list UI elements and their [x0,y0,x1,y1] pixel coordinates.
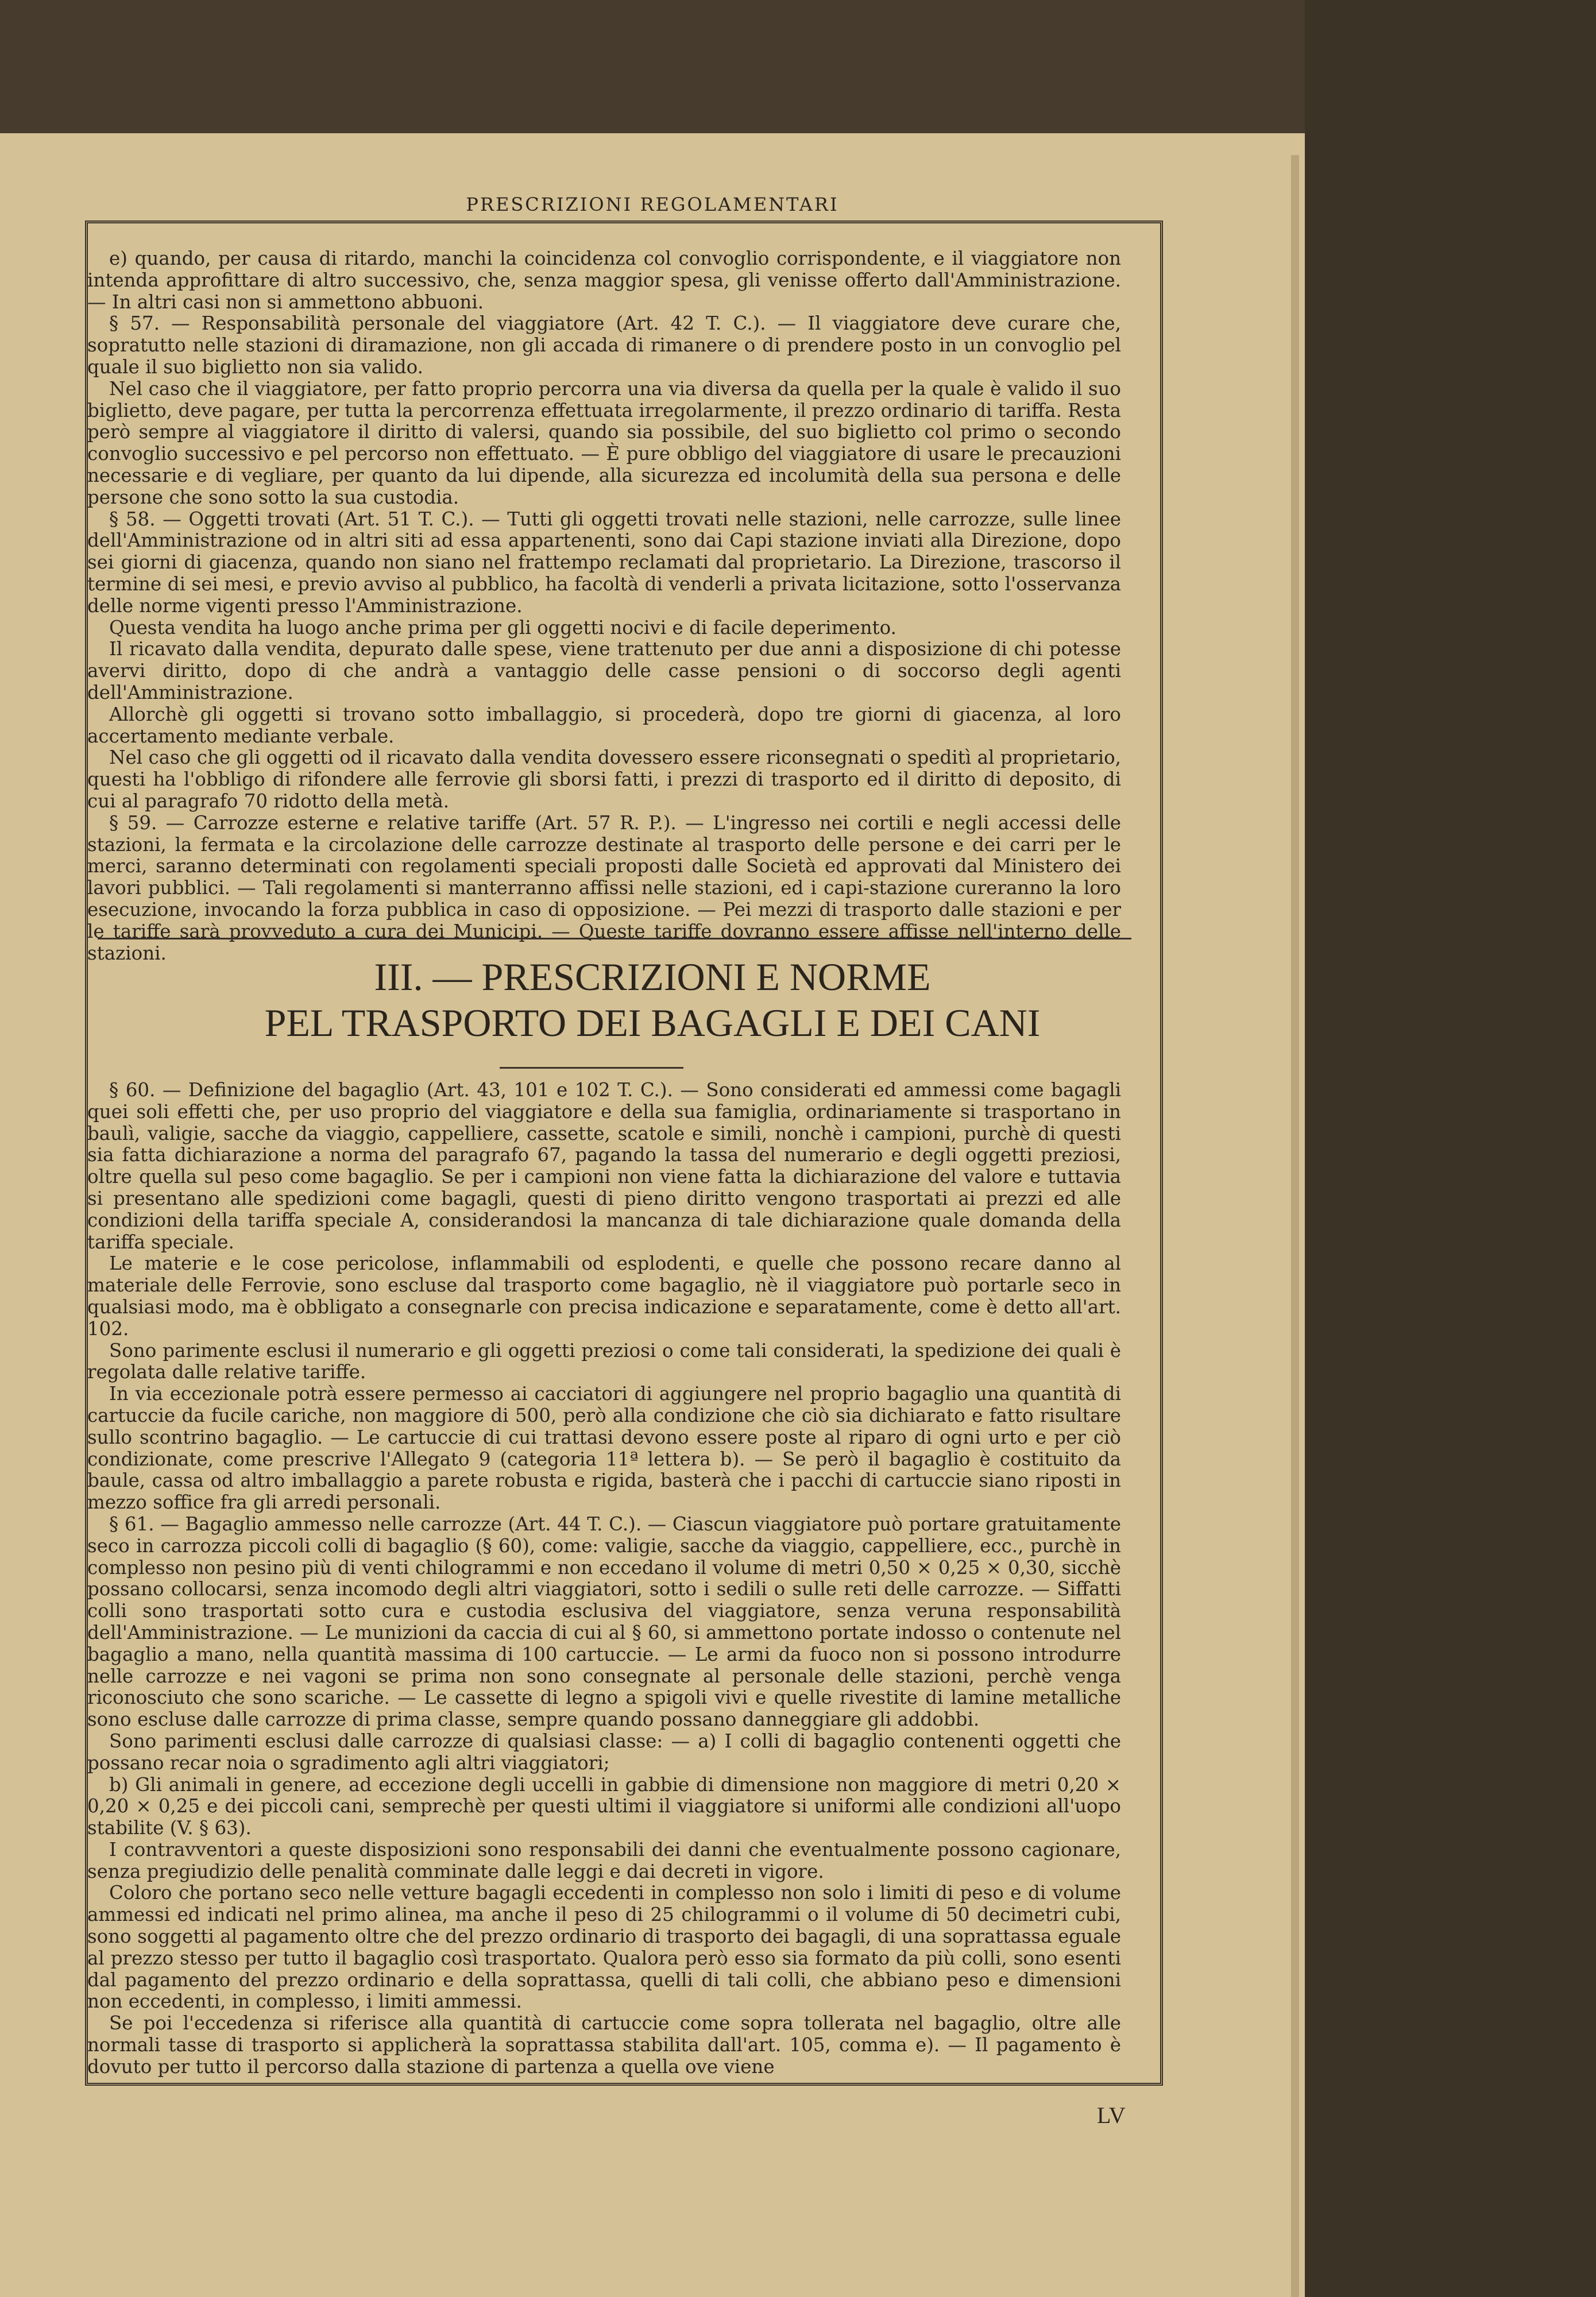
paragraph: Il ricavato dalla vendita, depurato dalle spese, viene trattenuto per due anni a disposizione di chi potesse avervi diritto, dopo di che andrà a vantaggio delle casse pensioni o di soccorso degli agenti dell'Amministrazione. [87,638,1121,703]
scan-background-top [0,0,1305,133]
running-header: PRESCRIZIONI REGOLAMENTARI [466,194,839,215]
paragraph: b) Gli animali in genere, ad eccezione degli uccelli in gabbie di dimensione non maggiore di metri 0,20 × 0,20 × 0,25 e dei piccoli cani, semprechè per questi ultimi il viaggiatore si uniformi alle condizioni all'uopo stabilite (V. § 63). [87,1773,1121,1839]
paragraph: Sono parimente esclusi il numerario e gli oggetti preziosi o come tali considerati, la spedizione dei quali è regolata dalle relative tariffe. [87,1339,1121,1383]
section-2-text [87,1080,1121,2078]
paragraph: Sono parimenti esclusi dalle carrozze di qualsiasi classe: — a) I colli di bagaglio contenenti oggetti che possano recar noia o sgradimento agli altri viaggiatori; [87,1730,1121,1774]
paragraph: Le materie e le cose pericolose, inflammabili od esplodenti, e quelle che possono recare danno al materiale delle Ferrovie, sono escluse dal trasporto come bagaglio, nè il viaggiatore può portarle seco in qualsiasi modo, ma è obbligato a consegnarle con precisa indicazione e separatamente, come è detto all'art. 102. [87,1252,1121,1340]
paragraph: Allorchè gli oggetti si trovano sotto imballaggio, si procederà, dopo tre giorni di giacenza, al loro accertamento mediante verbale. [87,703,1121,747]
title-underline [500,1067,683,1069]
paper-fold-edge [1291,155,1299,2297]
paragraph-58: § 58. — Oggetti trovati (Art. 51 T. C.). — Tutti gli oggetti trovati nelle stazioni, nelle carrozze, sulle linee dell'Amministrazione od in altri siti ad essa appartenenti, sono dai Capi stazione inviati alla Direzione, dopo sei giorni di giacenza, quando non siano nel frattempo reclamati dal proprietario. La Direzione, trascorso il termine di sei mesi, e previo avviso al pubblico, ha facoltà di venderli a privata licitazione, sotto l'osservanza delle norme vigenti presso l'Amministrazione. [87,508,1121,617]
paragraph-61: § 61. — Bagaglio ammesso nelle carrozze (Art. 44 T. C.). — Ciascun viaggiatore può portare gratuitamente seco in carrozza piccoli colli di bagaglio (§ 60), come: valigie, sacche da viaggio, cappelliere, ecc., purchè in complesso non pesino più di venti chilogrammi e non eccedano il volume di metri 0,50 × 0,25 × 0,30, sicchè possano collocarsi, senza incomodo degli altri viaggiatori, sotto i sedili o sulle reti delle carrozze. — Siffatti colli sono trasportati sotto cura e custodia esclusiva del viaggiatore, senza veruna responsabilità dell'Amministrazione. — Le munizioni da caccia di cui al § 60, si ammettono portate indosso o contenute nel bagaglio a mano, nella quantità massima di 100 cartuccie. — Le armi da fuoco non si possono introdurre nelle carrozze e nei vagoni se prima non sono consegnate al personale delle stazioni, perchè venga riconosciuto che sono scariche. — Le cassette di legno a spigoli vivi e quelle rivestite di lamine metalliche sono escluse dalle carrozze di prima classe, sempre quando possano danneggiare gli addobbi. [87,1513,1121,1731]
paragraph: Nel caso che il viaggiatore, per fatto proprio percorra una via diversa da quella per la quale è valido il suo biglietto, deve pagare, per tutta la percorrenza effettuata irregolarmente, il prezzo ordinario di tariffa. Resta però sempre al viaggiatore il diritto di valersi, quando sia possibile, del suo biglietto col primo o secondo convoglio successivo e pel percorso non effettuato. — È pure obbligo del viaggiatore di usare le precauzioni necessarie e di vegliare, per quanto da lui dipende, alla sicurezza ed incolumità della sua persona e delle persone che sono sotto la sua custodia. [87,377,1121,508]
paragraph-59: § 59. — Carrozze esterne e relative tariffe (Art. 57 R. P.). — L'ingresso nei cortili e negli accessi delle stazioni, la fermata e la circolazione delle carrozze destinate al trasporto delle persone e dei carri per le merci, saranno determinati con regolamenti speciali proposti dalle Società ed approvati dal Ministero dei lavori pubblici. — Tali regolamenti si manterranno affissi nelle stazioni, ed i capi-stazione cureranno la loro esecuzione, invocando la forza pubblica in caso di opposizione. — Pei mezzi di trasporto dalle stazioni e per le tariffe sarà provveduto a cura dei Municipi. — Queste tariffe dovranno essere affisse nell'interno delle stazioni. [87,811,1121,964]
paragraph: Se poi l'eccedenza si riferisce alla quantità di cartuccie come sopra tollerata nel bagaglio, oltre alle normali tasse di trasporto si applicherà la soprattassa stabilita dall'art. 105, comma e). — Il pagamento è dovuto per tutto il percorso dalla stazione di partenza a quella ove viene [87,2012,1121,2078]
paragraph: I contravventori a queste disposizioni sono responsabili dei danni che eventualmente possono cagionare, senza pregiudizio delle penalità comminate dalle leggi e dai decreti in vigore. [87,1838,1121,1882]
chapter-title-line-2: PEL TRASPORTO DEI BAGAGLI E DEI CANI [264,1001,1041,1045]
paragraph: In via eccezionale potrà essere permesso ai cacciatori di aggiungere nel proprio bagaglio una quantità di cartuccie da fucile cariche, non maggiore di 500, però alla condizione che ciò sia dichiarato e fatto risultare sullo scontrino bagaglio. — Le cartuccie di cui trattasi devono essere poste al riparo di ogni urto e per ciò condizionate, come prescrive l'Allegato 9 (categoria 11ª lettera b). — Se però il bagaglio è costituito da baule, cassa od altro imballaggio a parete robusta e rigida, basterà che i pacchi di cartuccie siano riposti in mezzo soffice fra gli arredi personali. [87,1383,1121,1514]
scan-background-right [1305,0,1596,2297]
paragraph: e) quando, per causa di ritardo, manchi la coincidenza col convoglio corrispondente, e il viaggiatore non intenda approfittare di altro successivo, che, senza maggior spesa, gli venisse offerto dall'Amministrazione. — In altri casi non si ammettono abbuoni. [87,248,1121,313]
paragraph: Nel caso che gli oggetti od il ricavato dalla vendita dovessero essere riconsegnati o speditì al proprietario, questi ha l'obbligo di rifondere alle ferrovie gli sborsi fatti, i prezzi di trasporto ed il diritto di deposito, di cui al paragrafo 70 ridotto della metà. [87,747,1121,812]
section-1-text [87,248,1121,964]
section-divider [98,938,1131,939]
page-number: LV [1097,2102,1126,2128]
paragraph-60: § 60. — Definizione del bagaglio (Art. 43, 101 e 102 T. C.). — Sono considerati ed ammessi come bagagli quei soli effetti che, per uso proprio del viaggiatore e della sua famiglia, ordinariamente si trasportano in baulì, valigie, sacche da viaggio, cappelliere, cassette, scatole e simili, nonchè i campioni, purchè di questi sia fatta dichiarazione a norma del paragrafo 67, pagando la tassa del numerario e degli oggetti preziosi, oltre quella sul peso come bagaglio. Se per i campioni non viene fatta la dichiarazione del valore e tuttavia si presentano alle spedizioni come bagagli, questi di pieno diritto vengono trasportati ai prezzi ed alle condizioni della tariffa speciale A, considerandosi la mancanza di tale dichiarazione quale domanda della tariffa speciale. [87,1079,1121,1253]
paragraph: Questa vendita ha luogo anche prima per gli oggetti nocivi e di facile deperimento. [109,616,896,639]
paragraph-57: § 57. — Responsabilità personale del viaggiatore (Art. 42 T. C.). — Il viaggiatore deve curare che, sopratutto nelle stazioni di diramazione, non gli accada di rimanere o di prendere posto in un convoglio pel quale il suo biglietto non sia valido. [87,312,1121,378]
paragraph: Coloro che portano seco nelle vetture bagagli eccedenti in complesso non solo i limiti di peso e di volume ammessi ed indicati nel primo alinea, ma anche il peso di 25 chilogrammi o il volume di 50 decimetri cubi, sono soggetti al pagamento oltre che del prezzo ordinario di trasporto dei bagagli, di una soprattassa eguale al prezzo stesso per tutto il bagaglio così trasportato. Qualora però esso sia formato da più colli, sono esenti dal pagamento del prezzo ordinario e della soprattassa, quelli di tali colli, che abbiano peso e dimensioni non eccedenti, in complesso, i limiti ammessi. [87,1882,1121,2013]
chapter-title-line-1: III. — PRESCRIZIONI E NORME [374,955,931,999]
